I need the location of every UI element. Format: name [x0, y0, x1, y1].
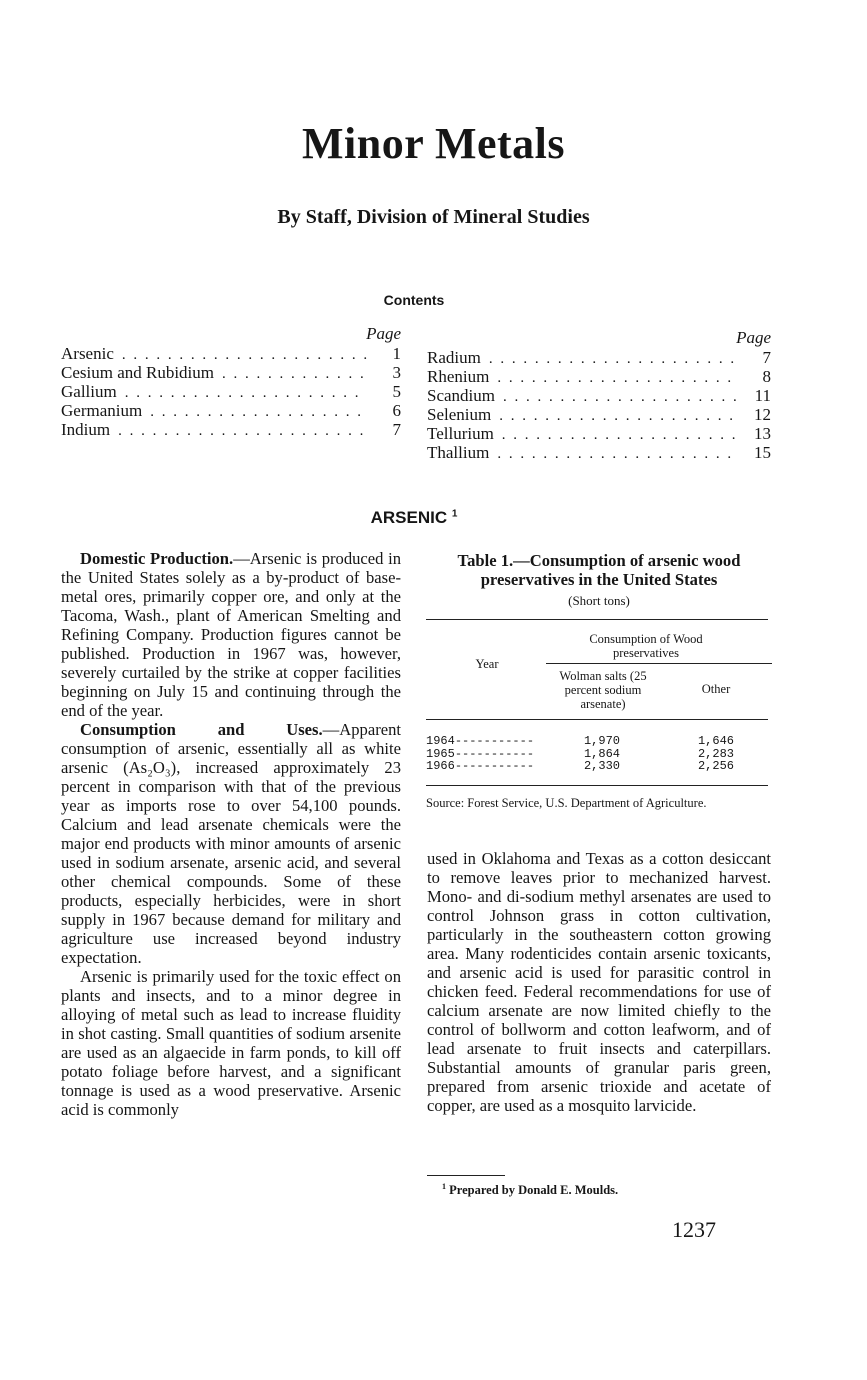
table-wolman-column — [570, 735, 634, 773]
right-text-column — [427, 849, 771, 1115]
toc-entry-name: Radium — [427, 348, 481, 367]
table-year-column — [426, 735, 550, 773]
table-col-year: Year — [475, 657, 499, 671]
toc-page-label: Page — [736, 328, 771, 347]
left-text-column — [61, 549, 401, 1119]
toc-entry-page: 11 — [754, 386, 771, 405]
table-cell-year: 1965----------- — [426, 746, 535, 761]
page-title: Minor Metals — [301, 119, 566, 168]
toc-entry-name: Scandium — [427, 386, 495, 405]
contents-right-column — [427, 328, 771, 462]
toc-entry — [61, 344, 401, 363]
toc-leader-dots — [489, 350, 737, 369]
page-number: 1237 — [672, 1217, 716, 1242]
section-heading: ARSENIC $^1$ — [370, 508, 458, 527]
paragraph-continued: used in Oklahoma and Texas as a cotton desiccant to remove leaves prior to mechanized harvest. Mono- and di-sodium methyl arsenates are used to control Johnson grass in cotton cultivation, particularly in the southeastern cotton growing area. Many rodenticides contain arsenic toxicants, and arsenic acid is used for parasitic control in chicken feed. Federal recommendations for use of calcium arsenate are now limited chiefly to the control of bollworm and cotton leafworm, and of lead arsenate to fruit insects and caterpillars. Substantial amounts of granular paris green, prepared from arsenic trioxide and acetate of copper, are used as a mosquito larvicide. — [427, 849, 771, 1115]
toc-entry — [427, 367, 771, 386]
table-cell-wolman: 2,330 — [583, 759, 620, 773]
toc-leader-dots — [150, 403, 367, 422]
table-cell-year: 1966----------- — [426, 759, 535, 773]
paragraph-consumption-uses: Consumption and Uses.—Apparent consumption of arsenic, essentially all as white arsenic (As₂O₃), increased approximately 23 percent in comparison with that of the previous year as imports rose to over 54,100 pounds. Calcium and lead arsenate chemicals were the major end products with minor amounts of arsenic used in sodium arsenate, arsenic acid, and several other chemical compounds. Some of these products, especially herbicides, were in short supply in 1967 because demand for military and agriculture use increased beyond industry expectation. — [61, 720, 401, 967]
toc-page-label: Page — [366, 324, 401, 343]
toc-entry — [61, 420, 401, 439]
toc-entry-page: 13 — [754, 424, 771, 443]
table-col-other: Other — [701, 682, 731, 696]
footnote: $^1$ Prepared by Donald E. Moulds. — [442, 1182, 619, 1198]
table-cell-other: 2,283 — [697, 746, 734, 761]
toc-entry — [61, 363, 401, 382]
table-cell-year: 1964----------- — [426, 734, 535, 748]
toc-entry-page: 6 — [392, 401, 401, 420]
toc-entry-name: Tellurium — [427, 424, 494, 443]
toc-entry — [427, 405, 771, 424]
table-other-column — [684, 735, 748, 773]
toc-entry — [427, 348, 771, 367]
toc-entry-page: 7 — [762, 348, 771, 367]
paragraph-domestic-production: Domestic Production.—Arsenic is produced in the United States solely as a by-product of base-metal ores, primarily copper ore, and only at the Tacoma, Wash., plant of American Smelting and Refining Company. Production figures cannot be published. Production in 1967 was, however, severely curtailed by the strike at copper facilities beginning on July 15 and continuing through the end of the year. — [61, 549, 401, 720]
table-header-rule — [426, 719, 768, 720]
toc-entry-page: 15 — [754, 443, 771, 462]
toc-leader-dots — [499, 407, 737, 426]
table-cell-other: 2,256 — [697, 759, 734, 773]
table-source: Source: Forest Service, U.S. Department of Agriculture. — [426, 796, 707, 810]
contents-heading: Contents — [383, 292, 445, 308]
contents-left-column — [61, 324, 401, 439]
toc-entry-page: 7 — [392, 420, 401, 439]
toc-entry — [427, 424, 771, 443]
toc-entry — [61, 401, 401, 420]
table-group-rule — [546, 663, 772, 664]
toc-entry-page: 1 — [392, 344, 401, 363]
toc-entry-page: 3 — [392, 363, 401, 382]
toc-entry-name: Thallium — [427, 443, 490, 462]
table-cell-wolman: 1,970 — [583, 734, 620, 748]
table-bottom-rule — [426, 785, 768, 786]
table-cell-other: 1,646 — [697, 734, 734, 748]
table-top-rule — [426, 619, 768, 620]
toc-entry-page: 5 — [392, 382, 401, 401]
paragraph-uses: Arsenic is primarily used for the toxic effect on plants and insects, and to a minor degree in alloying of metal such as lead to increase fluidity in shot casting. Small quantities of sodium arsenite are used as an algaecide in farm ponds, to kill off potato foliage before harvest, and a significant tonnage is used as a wood preservative. Arsenic acid is commonly — [61, 967, 401, 1119]
toc-entry — [427, 386, 771, 405]
toc-entry-name: Arsenic — [61, 344, 114, 363]
table-cell-wolman: 1,864 — [583, 746, 620, 761]
toc-entry — [61, 382, 401, 401]
toc-leader-dots — [503, 388, 737, 407]
toc-leader-dots — [125, 384, 367, 403]
table-group-header: Consumption of Wood preservatives — [589, 632, 703, 660]
toc-entry-page: 8 — [762, 367, 771, 386]
footnote-rule — [427, 1175, 505, 1176]
table-title: Table 1.—Consumption of arsenic wood preservatives in the United States — [457, 551, 741, 589]
toc-entry-name: Indium — [61, 420, 111, 439]
toc-leader-dots — [502, 426, 737, 445]
toc-leader-dots — [497, 369, 737, 388]
toc-entry-name: Selenium — [427, 405, 492, 424]
toc-entry-name: Rhenium — [427, 367, 490, 386]
byline: By Staff, Division of Mineral Studies — [277, 206, 590, 228]
table-unit: (Short tons) — [568, 593, 630, 608]
toc-leader-dots — [118, 422, 367, 441]
table-col-wolman: Wolman salts (25 percent sodium arsenate) — [559, 669, 647, 711]
toc-entry-name: Germanium — [61, 401, 143, 420]
toc-entry — [427, 443, 771, 462]
toc-leader-dots — [497, 445, 737, 464]
toc-leader-dots — [222, 365, 367, 384]
toc-entry-name: Cesium and Rubidium — [61, 363, 214, 382]
toc-entry-page: 12 — [754, 405, 771, 424]
toc-entry-name: Gallium — [61, 382, 117, 401]
